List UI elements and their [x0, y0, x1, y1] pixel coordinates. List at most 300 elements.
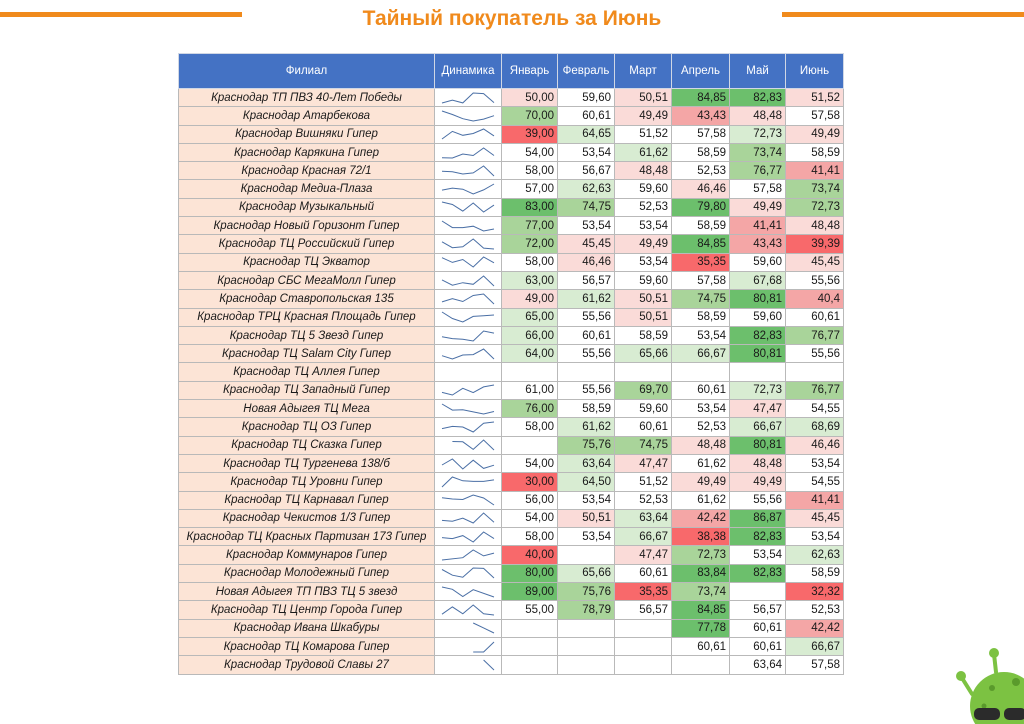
dynamics-sparkline	[435, 400, 502, 418]
score-cell-february[interactable]: 60,61	[558, 107, 615, 125]
score-cell-april[interactable]	[672, 656, 730, 674]
branch-name-cell[interactable]: Краснодар Коммунаров Гипер	[179, 546, 435, 564]
column-header-february[interactable]: Февраль	[558, 54, 615, 89]
score-cell-march[interactable]: 63,64	[615, 509, 672, 527]
dynamics-sparkline	[435, 345, 502, 363]
score-cell-january[interactable]: 65,00	[502, 308, 558, 326]
score-cell-june[interactable]: 40,4	[786, 290, 844, 308]
score-cell-may[interactable]: 82,83	[730, 326, 786, 344]
table-row[interactable]	[179, 363, 844, 381]
score-cell-march[interactable]: 47,47	[615, 546, 672, 564]
branch-name-cell[interactable]: Краснодар ТЦ Карнавал Гипер	[179, 491, 435, 509]
score-cell-february[interactable]: 75,76	[558, 436, 615, 454]
table-row[interactable]	[179, 381, 844, 399]
score-cell-february[interactable]: 61,62	[558, 418, 615, 436]
table-row[interactable]	[179, 491, 844, 509]
branch-name-cell[interactable]: Краснодар ТЦ Аллея Гипер	[179, 363, 435, 381]
score-cell-january[interactable]: 80,00	[502, 564, 558, 582]
score-cell-may[interactable]: 56,57	[730, 601, 786, 619]
score-cell-january[interactable]: 50,00	[502, 89, 558, 107]
score-cell-january[interactable]: 39,00	[502, 125, 558, 143]
score-cell-january[interactable]: 54,00	[502, 454, 558, 472]
score-cell-march[interactable]: 51,52	[615, 473, 672, 491]
score-cell-june[interactable]: 51,52	[786, 89, 844, 107]
score-cell-february[interactable]: 61,62	[558, 290, 615, 308]
branch-name-cell[interactable]: Краснодар ТЦ Комарова Гипер	[179, 637, 435, 655]
score-cell-may[interactable]: 43,43	[730, 235, 786, 253]
score-cell-june[interactable]: 49,49	[786, 125, 844, 143]
table-row[interactable]	[179, 253, 844, 271]
score-cell-april[interactable]: 72,73	[672, 546, 730, 564]
score-cell-march[interactable]: 60,61	[615, 418, 672, 436]
score-cell-march[interactable]: 65,66	[615, 345, 672, 363]
column-header-dynamics[interactable]: Динамика	[435, 54, 502, 89]
score-cell-march[interactable]: 51,52	[615, 125, 672, 143]
score-cell-april[interactable]: 35,35	[672, 253, 730, 271]
table-row[interactable]	[179, 509, 844, 527]
score-cell-march[interactable]	[615, 637, 672, 655]
score-cell-june[interactable]: 73,74	[786, 180, 844, 198]
score-cell-february[interactable]: 78,79	[558, 601, 615, 619]
score-cell-april[interactable]: 84,85	[672, 235, 730, 253]
score-cell-january[interactable]: 61,00	[502, 381, 558, 399]
table-row[interactable]	[179, 400, 844, 418]
score-cell-march[interactable]: 50,51	[615, 89, 672, 107]
table-row[interactable]	[179, 271, 844, 289]
score-cell-february[interactable]: 55,56	[558, 381, 615, 399]
score-cell-march[interactable]	[615, 619, 672, 637]
sparkline-line	[442, 605, 494, 615]
score-cell-january[interactable]: 70,00	[502, 107, 558, 125]
branch-name-cell[interactable]: Новая Адыгея ТЦ Мега	[179, 400, 435, 418]
score-cell-may[interactable]: 48,48	[730, 454, 786, 472]
score-cell-january[interactable]	[502, 363, 558, 381]
score-cell-june[interactable]: 58,59	[786, 564, 844, 582]
branch-name-cell[interactable]: Краснодар Карякина Гипер	[179, 143, 435, 161]
score-cell-january[interactable]: 30,00	[502, 473, 558, 491]
table-row[interactable]	[179, 345, 844, 363]
column-header-march[interactable]: Март	[615, 54, 672, 89]
score-cell-march[interactable]: 48,48	[615, 162, 672, 180]
branch-name-cell[interactable]: Краснодар ТЦ ОЗ Гипер	[179, 418, 435, 436]
table-row[interactable]	[179, 107, 844, 125]
score-cell-may[interactable]: 53,54	[730, 546, 786, 564]
score-cell-january[interactable]	[502, 656, 558, 674]
score-cell-may[interactable]: 49,49	[730, 198, 786, 216]
score-cell-march[interactable]: 74,75	[615, 436, 672, 454]
dynamics-sparkline	[435, 436, 502, 454]
score-cell-march[interactable]: 49,49	[615, 235, 672, 253]
score-cell-march[interactable]: 61,62	[615, 143, 672, 161]
score-cell-june[interactable]: 66,67	[786, 637, 844, 655]
score-cell-april[interactable]: 60,61	[672, 381, 730, 399]
score-cell-january[interactable]: 58,00	[502, 162, 558, 180]
table-body	[179, 89, 844, 675]
score-cell-january[interactable]: 49,00	[502, 290, 558, 308]
dynamics-sparkline	[435, 235, 502, 253]
score-cell-february[interactable]: 65,66	[558, 564, 615, 582]
table-row[interactable]	[179, 528, 844, 546]
score-cell-february[interactable]: 59,60	[558, 89, 615, 107]
score-cell-march[interactable]: 50,51	[615, 290, 672, 308]
dynamics-sparkline	[435, 491, 502, 509]
score-cell-june[interactable]: 48,48	[786, 217, 844, 235]
score-cell-april[interactable]: 61,62	[672, 454, 730, 472]
column-header-april[interactable]: Апрель	[672, 54, 730, 89]
score-cell-february[interactable]: 45,45	[558, 235, 615, 253]
score-cell-june[interactable]: 55,56	[786, 345, 844, 363]
score-cell-february[interactable]: 64,50	[558, 473, 615, 491]
score-cell-january[interactable]: 40,00	[502, 546, 558, 564]
score-cell-april[interactable]: 79,80	[672, 198, 730, 216]
score-cell-may[interactable]	[730, 583, 786, 601]
dynamics-sparkline	[435, 162, 502, 180]
score-cell-april[interactable]: 84,85	[672, 89, 730, 107]
score-cell-march[interactable]	[615, 363, 672, 381]
score-cell-june[interactable]: 54,55	[786, 473, 844, 491]
score-cell-february[interactable]: 63,64	[558, 454, 615, 472]
table-row[interactable]	[179, 473, 844, 491]
dynamics-sparkline	[435, 601, 502, 619]
sparkline-line	[442, 148, 494, 158]
score-cell-june[interactable]: 76,77	[786, 326, 844, 344]
branch-name-cell[interactable]: Краснодар ТЦ Сказка Гипер	[179, 436, 435, 454]
score-cell-april[interactable]: 42,42	[672, 509, 730, 527]
sparkline-line	[442, 257, 494, 267]
branch-name-cell[interactable]: Краснодар СБС МегаМолл Гипер	[179, 271, 435, 289]
branch-name-cell[interactable]: Краснодар ТРЦ Красная Площадь Гипер	[179, 308, 435, 326]
score-cell-march[interactable]: 35,35	[615, 583, 672, 601]
table-row[interactable]	[179, 637, 844, 655]
score-cell-march[interactable]: 56,57	[615, 601, 672, 619]
table-header-row	[179, 54, 844, 89]
score-cell-june[interactable]: 60,61	[786, 308, 844, 326]
score-cell-march[interactable]: 52,53	[615, 198, 672, 216]
score-cell-january[interactable]	[502, 619, 558, 637]
score-cell-april[interactable]: 52,53	[672, 418, 730, 436]
score-cell-january[interactable]: 57,00	[502, 180, 558, 198]
score-cell-june[interactable]: 52,53	[786, 601, 844, 619]
score-cell-june[interactable]: 45,45	[786, 253, 844, 271]
score-cell-march[interactable]: 50,51	[615, 308, 672, 326]
branch-name-cell[interactable]: Краснодар Музыкальный	[179, 198, 435, 216]
table-row[interactable]	[179, 217, 844, 235]
sparkline-line	[442, 184, 494, 194]
score-cell-march[interactable]: 53,54	[615, 253, 672, 271]
score-cell-april[interactable]: 53,54	[672, 400, 730, 418]
score-cell-march[interactable]: 49,49	[615, 107, 672, 125]
score-cell-june[interactable]: 76,77	[786, 381, 844, 399]
branch-name-cell[interactable]: Новая Адыгея ТП ПВЗ ТЦ 5 звезд	[179, 583, 435, 601]
score-cell-april[interactable]: 83,84	[672, 564, 730, 582]
table-row[interactable]	[179, 326, 844, 344]
sparkline-line	[442, 550, 494, 560]
branch-name-cell[interactable]: Краснодар Атарбекова	[179, 107, 435, 125]
score-cell-january[interactable]: 56,00	[502, 491, 558, 509]
score-cell-june[interactable]: 53,54	[786, 454, 844, 472]
score-cell-march[interactable]: 59,60	[615, 180, 672, 198]
score-cell-may[interactable]: 86,87	[730, 509, 786, 527]
score-cell-march[interactable]: 59,60	[615, 400, 672, 418]
score-cell-february[interactable]: 53,54	[558, 491, 615, 509]
score-cell-april[interactable]: 53,54	[672, 326, 730, 344]
column-header-branch[interactable]: Филиал	[179, 54, 435, 89]
score-cell-february[interactable]	[558, 656, 615, 674]
table-row[interactable]	[179, 454, 844, 472]
score-cell-january[interactable]: 58,00	[502, 253, 558, 271]
table-row[interactable]	[179, 143, 844, 161]
dynamics-sparkline	[435, 564, 502, 582]
sparkline-line	[442, 477, 494, 487]
branch-name-cell[interactable]: Краснодар Вишняки Гипер	[179, 125, 435, 143]
score-cell-february[interactable]: 56,67	[558, 162, 615, 180]
table-row[interactable]	[179, 583, 844, 601]
score-cell-april[interactable]	[672, 363, 730, 381]
score-cell-april[interactable]: 58,59	[672, 217, 730, 235]
dynamics-sparkline	[435, 509, 502, 527]
score-cell-june[interactable]: 39,39	[786, 235, 844, 253]
table-row[interactable]	[179, 162, 844, 180]
score-cell-may[interactable]: 80,81	[730, 436, 786, 454]
score-cell-january[interactable]: 89,00	[502, 583, 558, 601]
score-cell-february[interactable]: 62,63	[558, 180, 615, 198]
sparkline-line	[442, 276, 494, 286]
score-cell-april[interactable]: 77,78	[672, 619, 730, 637]
mystery-shopper-table	[178, 53, 844, 675]
score-cell-january[interactable]: 58,00	[502, 418, 558, 436]
score-cell-may[interactable]: 67,68	[730, 271, 786, 289]
score-cell-june[interactable]: 55,56	[786, 271, 844, 289]
score-cell-april[interactable]: 48,48	[672, 436, 730, 454]
sparkline-line	[442, 129, 494, 139]
table-row[interactable]	[179, 601, 844, 619]
score-cell-may[interactable]: 82,83	[730, 89, 786, 107]
sparkline-line	[442, 93, 494, 103]
dynamics-sparkline	[435, 656, 502, 674]
branch-name-cell[interactable]: Краснодар ТЦ Западный Гипер	[179, 381, 435, 399]
score-cell-june[interactable]: 42,42	[786, 619, 844, 637]
score-cell-january[interactable]: 55,00	[502, 601, 558, 619]
score-cell-may[interactable]: 73,74	[730, 143, 786, 161]
score-cell-april[interactable]: 57,58	[672, 271, 730, 289]
score-cell-june[interactable]: 45,45	[786, 509, 844, 527]
score-cell-may[interactable]: 59,60	[730, 253, 786, 271]
score-cell-february[interactable]: 60,61	[558, 326, 615, 344]
score-cell-april[interactable]: 46,46	[672, 180, 730, 198]
score-cell-june[interactable]: 41,41	[786, 162, 844, 180]
score-cell-february[interactable]	[558, 619, 615, 637]
score-cell-january[interactable]: 54,00	[502, 143, 558, 161]
score-cell-may[interactable]: 80,81	[730, 290, 786, 308]
score-cell-may[interactable]: 60,61	[730, 637, 786, 655]
sparkline-line	[442, 312, 494, 322]
score-cell-june[interactable]: 32,32	[786, 583, 844, 601]
score-cell-february[interactable]: 50,51	[558, 509, 615, 527]
score-cell-april[interactable]: 73,74	[672, 583, 730, 601]
score-cell-february[interactable]: 75,76	[558, 583, 615, 601]
score-cell-may[interactable]: 72,73	[730, 125, 786, 143]
score-cell-january[interactable]: 64,00	[502, 345, 558, 363]
score-cell-april[interactable]: 66,67	[672, 345, 730, 363]
score-cell-may[interactable]	[730, 363, 786, 381]
score-cell-february[interactable]: 56,57	[558, 271, 615, 289]
score-cell-february[interactable]: 55,56	[558, 345, 615, 363]
score-cell-april[interactable]: 57,58	[672, 125, 730, 143]
score-cell-february[interactable]: 53,54	[558, 217, 615, 235]
sparkline-line	[473, 642, 494, 652]
branch-name-cell[interactable]: Краснодар Медиа-Плаза	[179, 180, 435, 198]
score-cell-may[interactable]: 49,49	[730, 473, 786, 491]
score-cell-may[interactable]: 47,47	[730, 400, 786, 418]
score-cell-february[interactable]	[558, 637, 615, 655]
column-header-january[interactable]: Январь	[502, 54, 558, 89]
dynamics-sparkline	[435, 619, 502, 637]
score-cell-january[interactable]	[502, 637, 558, 655]
score-cell-april[interactable]: 74,75	[672, 290, 730, 308]
score-cell-march[interactable]: 47,47	[615, 454, 672, 472]
score-cell-may[interactable]: 66,67	[730, 418, 786, 436]
table-row[interactable]	[179, 180, 844, 198]
score-cell-march[interactable]: 52,53	[615, 491, 672, 509]
score-cell-april[interactable]: 58,59	[672, 143, 730, 161]
branch-name-cell[interactable]: Краснодар ТЦ Центр Города Гипер	[179, 601, 435, 619]
score-cell-june[interactable]: 57,58	[786, 656, 844, 674]
score-cell-may[interactable]: 82,83	[730, 528, 786, 546]
score-cell-february[interactable]: 74,75	[558, 198, 615, 216]
branch-name-cell[interactable]: Краснодар Ставропольская 135	[179, 290, 435, 308]
score-cell-march[interactable]: 69,70	[615, 381, 672, 399]
sparkline-line	[442, 294, 494, 304]
score-cell-may[interactable]: 60,61	[730, 619, 786, 637]
score-cell-april[interactable]: 43,43	[672, 107, 730, 125]
score-cell-april[interactable]: 84,85	[672, 601, 730, 619]
score-cell-march[interactable]	[615, 656, 672, 674]
table-row[interactable]	[179, 656, 844, 674]
score-cell-may[interactable]: 72,73	[730, 381, 786, 399]
dynamics-sparkline	[435, 253, 502, 271]
score-cell-june[interactable]: 41,41	[786, 491, 844, 509]
column-header-june[interactable]: Июнь	[786, 54, 844, 89]
score-cell-may[interactable]: 80,81	[730, 345, 786, 363]
score-cell-january[interactable]: 76,00	[502, 400, 558, 418]
score-cell-april[interactable]: 52,53	[672, 162, 730, 180]
table-row[interactable]	[179, 125, 844, 143]
table-row[interactable]	[179, 290, 844, 308]
score-cell-january[interactable]: 63,00	[502, 271, 558, 289]
sparkline-line	[442, 459, 494, 469]
branch-name-cell[interactable]: Краснодар ТЦ Экватор	[179, 253, 435, 271]
score-cell-february[interactable]: 53,54	[558, 143, 615, 161]
table-row[interactable]	[179, 198, 844, 216]
score-cell-april[interactable]: 61,62	[672, 491, 730, 509]
score-cell-june[interactable]	[786, 363, 844, 381]
score-cell-may[interactable]: 76,77	[730, 162, 786, 180]
branch-name-cell[interactable]: Краснодар ТЦ 5 Звезд Гипер	[179, 326, 435, 344]
score-cell-march[interactable]: 60,61	[615, 564, 672, 582]
table-row[interactable]	[179, 564, 844, 582]
score-cell-may[interactable]: 63,64	[730, 656, 786, 674]
branch-name-cell[interactable]: Краснодар ТЦ Красных Партизан 173 Гипер	[179, 528, 435, 546]
table-row[interactable]	[179, 436, 844, 454]
score-cell-june[interactable]: 72,73	[786, 198, 844, 216]
score-cell-january[interactable]: 58,00	[502, 528, 558, 546]
sparkline-line	[473, 623, 494, 633]
score-cell-may[interactable]: 55,56	[730, 491, 786, 509]
table-row[interactable]	[179, 89, 844, 107]
score-cell-april[interactable]: 60,61	[672, 637, 730, 655]
branch-name-cell[interactable]: Краснодар Трудовой Славы 27	[179, 656, 435, 674]
score-cell-april[interactable]: 49,49	[672, 473, 730, 491]
score-cell-march[interactable]: 66,67	[615, 528, 672, 546]
score-cell-february[interactable]: 46,46	[558, 253, 615, 271]
score-cell-february[interactable]: 64,65	[558, 125, 615, 143]
score-cell-june[interactable]: 57,58	[786, 107, 844, 125]
column-header-may[interactable]: Май	[730, 54, 786, 89]
table-row[interactable]	[179, 418, 844, 436]
score-cell-june[interactable]: 46,46	[786, 436, 844, 454]
sparkline-line	[442, 513, 494, 523]
branch-name-cell[interactable]: Краснодар Чекистов 1/3 Гипер	[179, 509, 435, 527]
score-cell-january[interactable]	[502, 436, 558, 454]
score-cell-april[interactable]: 58,59	[672, 308, 730, 326]
dynamics-sparkline	[435, 583, 502, 601]
score-cell-june[interactable]: 68,69	[786, 418, 844, 436]
score-cell-march[interactable]: 58,59	[615, 326, 672, 344]
score-cell-june[interactable]: 62,63	[786, 546, 844, 564]
score-cell-january[interactable]: 54,00	[502, 509, 558, 527]
score-cell-may[interactable]: 82,83	[730, 564, 786, 582]
branch-name-cell[interactable]: Краснодар Новый Горизонт Гипер	[179, 217, 435, 235]
table-row[interactable]	[179, 546, 844, 564]
branch-name-cell[interactable]: Краснодар ТЦ Тургенева 138/б	[179, 454, 435, 472]
score-cell-april[interactable]: 38,38	[672, 528, 730, 546]
score-cell-june[interactable]: 54,55	[786, 400, 844, 418]
score-cell-may[interactable]: 41,41	[730, 217, 786, 235]
score-cell-march[interactable]: 53,54	[615, 217, 672, 235]
score-cell-may[interactable]: 59,60	[730, 308, 786, 326]
score-cell-february[interactable]	[558, 546, 615, 564]
branch-name-cell[interactable]: Краснодар Ивана Шкабуры	[179, 619, 435, 637]
dynamics-sparkline	[435, 107, 502, 125]
dynamics-sparkline	[435, 89, 502, 107]
score-cell-january[interactable]: 66,00	[502, 326, 558, 344]
branch-name-cell[interactable]: Краснодар ТП ПВЗ 40-Лет Победы	[179, 89, 435, 107]
branch-name-cell[interactable]: Краснодар Молодежный Гипер	[179, 564, 435, 582]
score-cell-january[interactable]: 83,00	[502, 198, 558, 216]
table-row[interactable]	[179, 235, 844, 253]
table-row[interactable]	[179, 619, 844, 637]
score-cell-february[interactable]: 58,59	[558, 400, 615, 418]
score-cell-march[interactable]: 59,60	[615, 271, 672, 289]
score-cell-june[interactable]: 53,54	[786, 528, 844, 546]
score-cell-may[interactable]: 48,48	[730, 107, 786, 125]
table-row[interactable]	[179, 308, 844, 326]
score-cell-january[interactable]: 77,00	[502, 217, 558, 235]
score-cell-february[interactable]	[558, 363, 615, 381]
branch-name-cell[interactable]: Краснодар ТЦ Уровни Гипер	[179, 473, 435, 491]
branch-name-cell[interactable]: Краснодар ТЦ Salam City Гипер	[179, 345, 435, 363]
branch-name-cell[interactable]: Краснодар ТЦ Российский Гипер	[179, 235, 435, 253]
dynamics-sparkline	[435, 363, 502, 381]
score-cell-june[interactable]: 58,59	[786, 143, 844, 161]
page-title: Тайный покупатель за Июнь	[362, 7, 662, 30]
score-cell-february[interactable]: 53,54	[558, 528, 615, 546]
score-cell-january[interactable]: 72,00	[502, 235, 558, 253]
score-cell-february[interactable]: 55,56	[558, 308, 615, 326]
branch-name-cell[interactable]: Краснодар Красная 72/1	[179, 162, 435, 180]
dynamics-sparkline	[435, 473, 502, 491]
score-cell-may[interactable]: 57,58	[730, 180, 786, 198]
